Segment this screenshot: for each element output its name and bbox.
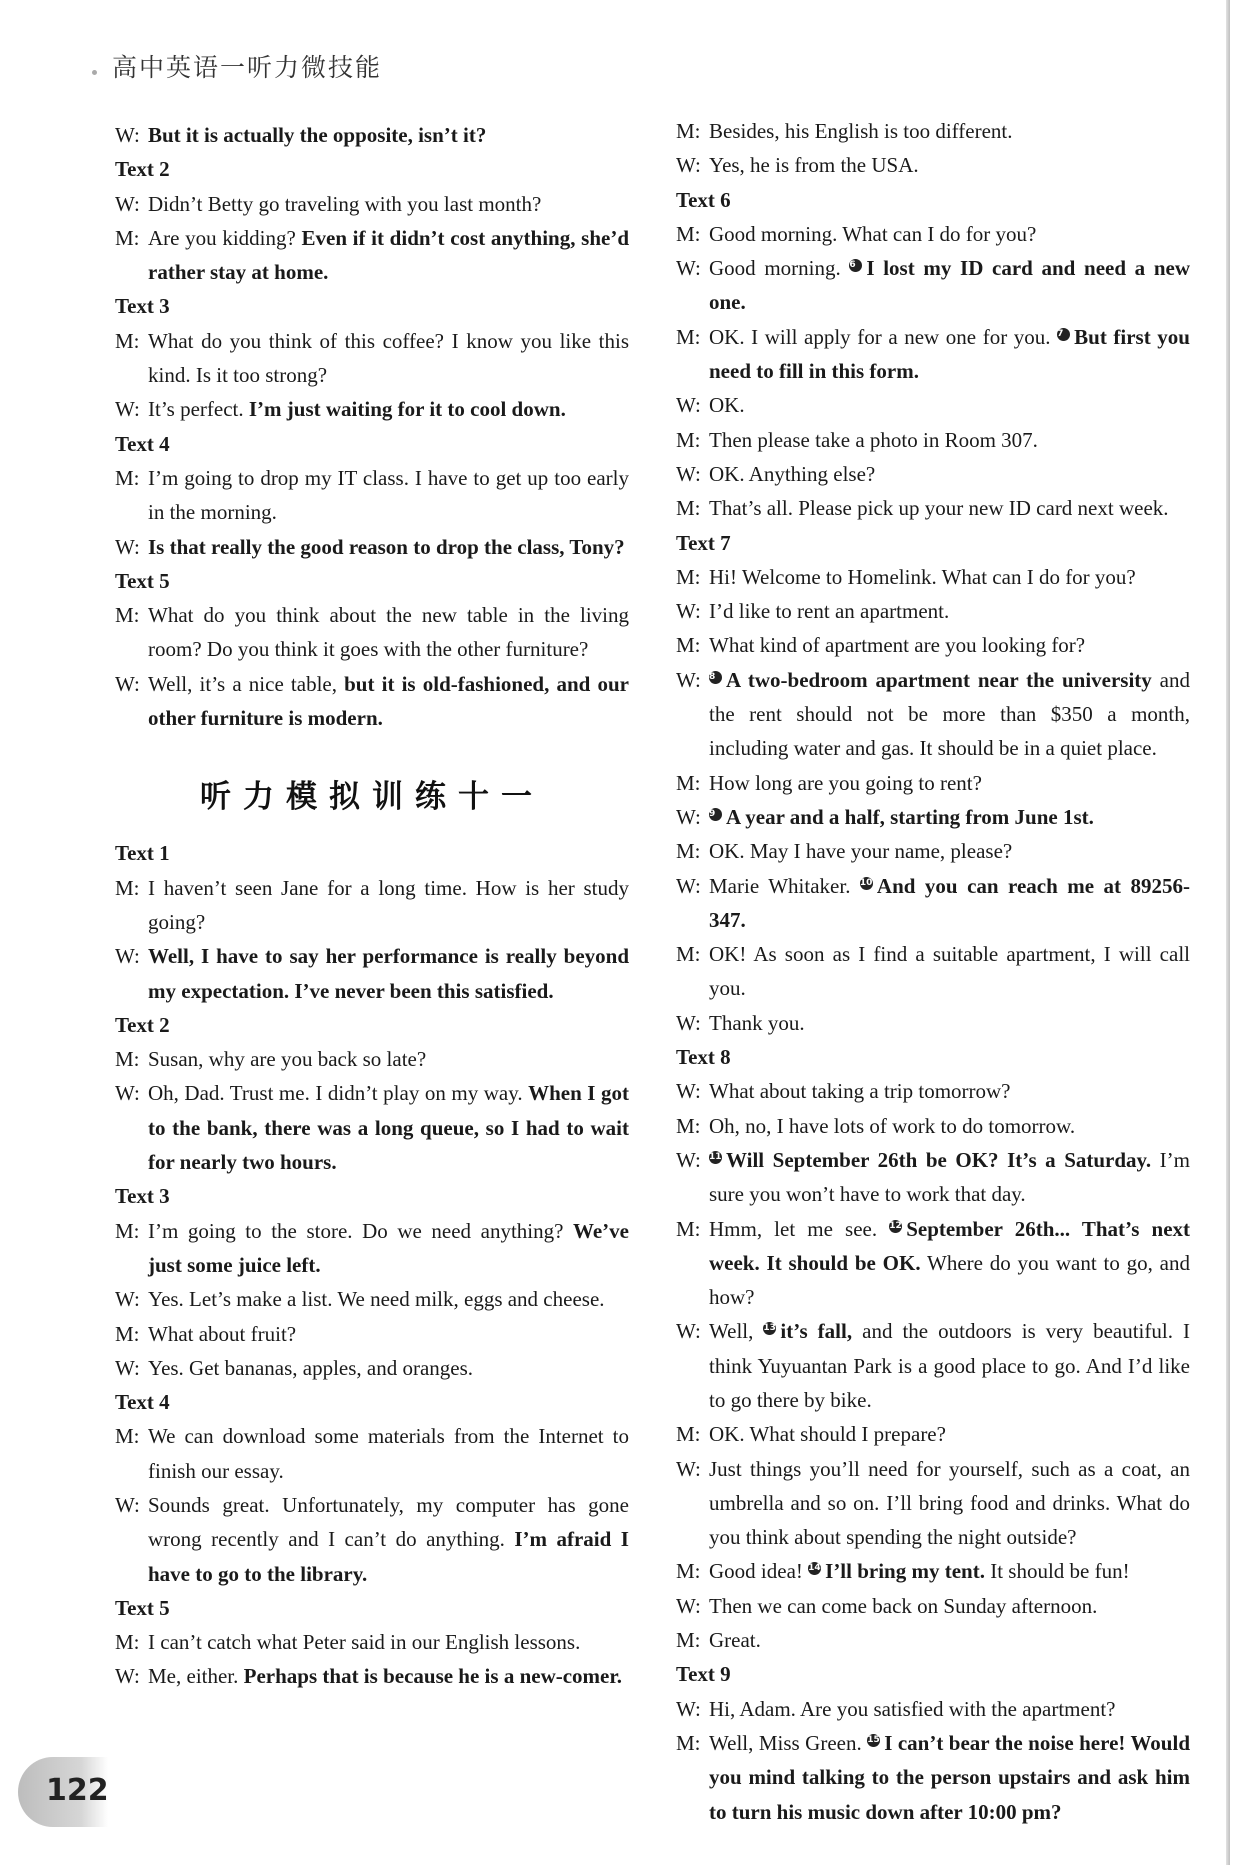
left-column: [115, 118, 629, 1694]
answer-marker-icon: 13: [763, 1323, 776, 1334]
answer-marker-icon: 12: [889, 1220, 902, 1231]
dialogue-line: [676, 937, 1190, 1006]
line-text: Didn’t Betty go traveling with you last month?: [148, 191, 542, 216]
right-column: [676, 114, 1190, 1829]
key-phrase: September 26th... That’s next week. It should be OK.: [709, 1216, 1191, 1275]
right-transcript: [676, 114, 1190, 1829]
dialogue-line: [676, 1143, 1190, 1212]
key-phrase: When I got to the bank, there was a long queue, so I had to wait for nearly two hours.: [148, 1081, 629, 1175]
line-text: We can download some materials from the Internet to finish our essay.: [148, 1424, 629, 1483]
key-phrase: I lost my ID card and need a new one.: [709, 256, 1190, 315]
speaker-label: M:: [676, 1730, 701, 1755]
speaker-label: M:: [115, 465, 140, 490]
dialogue-line: [115, 1659, 629, 1693]
line-text: Just things you’ll need for yourself, such as a coat, an umbrella and so on. I’ll bring food and drinks. What do you think about spending the night outside?: [709, 1456, 1190, 1550]
dialogue-line: [676, 491, 1190, 525]
answer-marker-icon: 8: [709, 671, 722, 684]
speaker-label: W:: [676, 873, 701, 898]
key-phrase: I’ll bring my tent.: [825, 1559, 985, 1584]
line-text: Me, either.: [148, 1664, 244, 1689]
line-text: What do you think of this coffee? I know you like this kind. Is it too strong?: [148, 328, 629, 388]
dialogue-line: [676, 1417, 1190, 1451]
speaker-label: W:: [115, 1287, 140, 1312]
dialogue-line: [676, 834, 1190, 868]
dialogue-line: [115, 667, 629, 736]
speaker-label: W:: [676, 667, 701, 692]
speaker-label: M:: [676, 839, 701, 864]
dialogue-line: [676, 766, 1190, 800]
dialogue-line: [676, 1726, 1190, 1829]
speaker-label: W:: [676, 1696, 701, 1721]
dialogue-line: [115, 392, 629, 426]
line-text: and the outdoors is very beautiful. I think Yuyuantan Park is a good place to go. And I’d like to go there by bike.: [709, 1319, 1190, 1412]
line-text: Oh, Dad. Trust me. I didn’t play on my way.: [148, 1081, 529, 1106]
dialogue-line: [676, 148, 1190, 182]
text-heading: Text 9: [676, 1662, 731, 1687]
speaker-label: W:: [115, 1355, 140, 1380]
key-phrase: I can’t bear the noise here! Would you mind talking to the person upstairs and ask him to turn his music down after 10:00 pm?: [709, 1730, 1190, 1824]
dialogue-line: [676, 320, 1190, 389]
dialogue-line: [115, 1282, 629, 1316]
answer-marker-icon: 9: [709, 808, 722, 821]
line-text: Then we can come back on Sunday afternoon.: [709, 1593, 1098, 1618]
text-heading: Text 4: [115, 1390, 170, 1415]
line-text: I’m going to drop my IT class. I have to get up too early in the morning.: [148, 465, 629, 525]
line-text: Susan, why are you back so late?: [148, 1047, 427, 1072]
dialogue-line: [676, 1006, 1190, 1040]
speaker-label: W:: [676, 599, 701, 624]
speaker-label: M:: [676, 633, 701, 658]
line-text: Hi! Welcome to Homelink. What can I do for you?: [709, 564, 1136, 589]
speaker-label: W:: [676, 1079, 701, 1104]
line-text: Besides, his English is too different.: [709, 119, 1013, 143]
dialogue-line: [115, 1042, 629, 1076]
speaker-label: W:: [115, 671, 140, 696]
speaker-label: W:: [676, 461, 701, 486]
line-text: Well, Miss Green.: [709, 1730, 868, 1755]
dialogue-line: [676, 560, 1190, 594]
speaker-label: W:: [676, 1456, 701, 1481]
speaker-label: M:: [676, 496, 701, 521]
line-text: Good morning.: [709, 256, 850, 281]
dialogue-line: [676, 1314, 1190, 1417]
speaker-label: W:: [115, 1081, 140, 1106]
dialogue-line: [115, 530, 629, 564]
speaker-label: W:: [115, 1492, 140, 1517]
speaker-label: M:: [676, 1628, 701, 1653]
answer-marker-icon: 15: [867, 1734, 880, 1745]
left-bottom-transcript: [115, 836, 629, 1693]
dialogue-line: [676, 800, 1190, 834]
dialogue-line: [115, 461, 629, 530]
dialogue-line: [115, 1317, 629, 1351]
text-heading: Text 8: [676, 1045, 731, 1070]
dialogue-line: [676, 114, 1190, 148]
dialogue-line: [115, 187, 629, 221]
answer-marker-icon: 11: [709, 1151, 722, 1162]
speaker-label: M:: [115, 225, 140, 250]
line-text: OK. I will apply for a new one for you.: [709, 324, 1058, 349]
speaker-label: M:: [115, 603, 140, 628]
line-text: Hmm, let me see.: [709, 1216, 890, 1241]
dialogue-line: [676, 1452, 1190, 1555]
key-phrase: Perhaps that is because he is a new-comer.: [243, 1664, 622, 1689]
line-text: Where do you want to go, and how?: [709, 1250, 1190, 1310]
section-title: 听力模拟训练十一: [200, 779, 544, 816]
dialogue-line: [115, 1351, 629, 1385]
key-phrase: We’ve just some juice left.: [148, 1218, 629, 1277]
dialogue-line: [676, 1554, 1190, 1588]
line-text: Yes, he is from the USA.: [709, 153, 919, 178]
line-text: I haven’t seen Jane for a long time. How is her study going?: [148, 875, 629, 934]
dialogue-line: [676, 1074, 1190, 1108]
speaker-label: W:: [676, 1319, 701, 1344]
key-phrase: A year and a half, starting from June 1st.: [726, 804, 1094, 829]
text-heading: Text 2: [115, 157, 170, 182]
line-text: I’m sure you won’t have to work that day.: [709, 1147, 1190, 1207]
key-phrase: But it is actually the opposite, isn’t it?: [148, 123, 487, 147]
dialogue-line: [115, 1076, 629, 1179]
speaker-label: W:: [676, 1010, 701, 1035]
key-phrase: A two-bedroom apartment near the university: [726, 667, 1152, 692]
dialogue-line: [676, 1589, 1190, 1623]
speaker-label: M:: [115, 328, 140, 353]
dialogue-line: [115, 118, 629, 152]
dialogue-line: [676, 251, 1190, 320]
line-text: How long are you going to rent?: [709, 770, 982, 795]
line-text: Marie Whitaker.: [709, 873, 860, 898]
key-phrase: it’s fall,: [780, 1319, 853, 1344]
line-text: What kind of apartment are you looking for?: [709, 633, 1086, 658]
text-heading: Text 5: [115, 1595, 170, 1620]
dialogue-line: [676, 594, 1190, 628]
key-phrase: I’m just waiting for it to cool down.: [248, 397, 566, 422]
speaker-label: M:: [115, 1630, 140, 1655]
line-text: OK. What should I prepare?: [709, 1422, 946, 1447]
text-heading: Text 7: [676, 530, 731, 555]
page-header: 高中英语一听力微技能: [112, 53, 383, 82]
dialogue-line: [676, 388, 1190, 422]
speaker-label: M:: [676, 942, 701, 967]
text-heading: Text 6: [676, 187, 731, 212]
speaker-label: M:: [676, 1559, 701, 1584]
key-phrase: but it is old-fashioned, and our other furniture is modern.: [148, 671, 629, 731]
speaker-label: M:: [115, 875, 140, 900]
speaker-label: M:: [115, 1218, 140, 1243]
key-phrase: But first you need to fill in this form.: [709, 324, 1190, 384]
line-text: What about taking a trip tomorrow?: [709, 1079, 1011, 1104]
line-text: What about fruit?: [148, 1321, 297, 1346]
dialogue-line: [676, 1623, 1190, 1657]
speaker-label: W:: [676, 153, 701, 178]
header-bullet: [92, 70, 97, 75]
speaker-label: M:: [115, 1321, 140, 1346]
dialogue-line: [676, 1109, 1190, 1143]
key-phrase: Will September 26th be OK? It’s a Saturday.: [726, 1147, 1152, 1172]
text-heading: Text 3: [115, 294, 170, 319]
line-text: Hi, Adam. Are you satisfied with the apartment?: [709, 1696, 1116, 1721]
dialogue-line: [115, 939, 629, 1008]
speaker-label: M:: [676, 1113, 701, 1138]
speaker-label: W:: [115, 944, 140, 969]
speaker-label: W:: [115, 123, 140, 147]
line-text: OK. May I have your name, please?: [709, 839, 1013, 864]
dialogue-line: [115, 1488, 629, 1591]
line-text: Are you kidding?: [148, 225, 302, 250]
line-text: Sounds great. Unfortunately, my computer has gone wrong recently and I can’t do anything.: [148, 1492, 629, 1552]
speaker-label: W:: [115, 1664, 140, 1689]
dialogue-line: [676, 217, 1190, 251]
speaker-label: W:: [676, 256, 701, 281]
speaker-label: M:: [676, 564, 701, 589]
text-heading: Text 5: [115, 568, 170, 593]
key-phrase: Even if it didn’t cost anything, she’d rather stay at home.: [148, 225, 629, 285]
text-heading: Text 1: [115, 841, 170, 866]
speaker-label: W:: [676, 393, 701, 418]
text-heading: Text 2: [115, 1012, 170, 1037]
dialogue-line: [676, 1212, 1190, 1315]
speaker-label: M:: [676, 427, 701, 452]
answer-marker-icon: 10: [859, 877, 873, 888]
dialogue-line: [115, 221, 629, 290]
line-text: Oh, no, I have lots of work to do tomorrow.: [709, 1113, 1076, 1138]
left-top-transcript: [115, 118, 629, 735]
line-text: Good morning. What can I do for you?: [709, 221, 1037, 246]
dialogue-line: [676, 628, 1190, 662]
dialogue-line: [676, 457, 1190, 491]
speaker-label: M:: [115, 1047, 140, 1072]
speaker-label: W:: [676, 804, 701, 829]
answer-marker-icon: 7: [1057, 328, 1070, 341]
text-heading: Text 4: [115, 431, 170, 456]
speaker-label: W:: [676, 1593, 701, 1618]
page-number: 122: [46, 1773, 109, 1808]
dialogue-line: [676, 869, 1190, 938]
dialogue-line: [115, 871, 629, 940]
key-phrase: And you can reach me at 89256-347.: [709, 873, 1190, 932]
dialogue-line: [115, 598, 629, 667]
key-phrase: Is that really the good reason to drop the class, Tony?: [148, 534, 625, 559]
line-text: and the rent should not be more than $350 a month, including water and gas. It should be in a quiet place.: [709, 667, 1190, 761]
speaker-label: M:: [676, 221, 701, 246]
line-text: Thank you.: [709, 1010, 805, 1035]
dialogue-line: [115, 1214, 629, 1283]
line-text: Great.: [709, 1628, 761, 1653]
speaker-label: M:: [676, 770, 701, 795]
page-edge-shadow: [1226, 0, 1230, 1865]
line-text: That’s all. Please pick up your new ID card next week.: [709, 496, 1169, 521]
line-text: Well,: [709, 1319, 764, 1344]
speaker-label: M:: [676, 1422, 701, 1447]
line-text: OK. Anything else?: [709, 461, 876, 486]
line-text: OK! As soon as I find a suitable apartment, I will call you.: [709, 942, 1190, 1001]
speaker-label: W:: [115, 397, 140, 422]
page-number-tab: [18, 1757, 108, 1827]
speaker-label: M:: [676, 119, 701, 143]
key-phrase: I’m afraid I have to go to the library.: [148, 1527, 629, 1586]
dialogue-line: [115, 1625, 629, 1659]
answer-marker-icon: 6: [849, 259, 862, 272]
speaker-label: M:: [676, 324, 701, 349]
line-text: Yes. Let’s make a list. We need milk, eggs and cheese.: [148, 1287, 605, 1312]
dialogue-line: [676, 663, 1190, 766]
answer-marker-icon: 14: [808, 1563, 821, 1574]
speaker-label: M:: [115, 1424, 140, 1449]
line-text: Good idea!: [709, 1559, 809, 1584]
dialogue-line: [115, 1419, 629, 1488]
text-heading: Text 3: [115, 1184, 170, 1209]
line-text: I can’t catch what Peter said in our English lessons.: [148, 1630, 581, 1655]
line-text: OK.: [709, 393, 745, 418]
key-phrase: Well, I have to say her performance is really beyond my expectation. I’ve never been this satisfied.: [148, 944, 629, 1003]
line-text: Yes. Get bananas, apples, and oranges.: [148, 1355, 474, 1380]
dialogue-line: [115, 324, 629, 393]
speaker-label: W:: [115, 534, 140, 559]
line-text: I’d like to rent an apartment.: [709, 599, 950, 624]
dialogue-line: [676, 1692, 1190, 1726]
speaker-label: W:: [115, 191, 140, 216]
line-text: It’s perfect.: [148, 397, 249, 422]
line-text: Well, it’s a nice table,: [148, 671, 345, 696]
line-text: It should be fun!: [984, 1559, 1130, 1584]
line-text: I’m going to the store. Do we need anything?: [148, 1218, 574, 1243]
dialogue-line: [676, 423, 1190, 457]
line-text: Then please take a photo in Room 307.: [709, 427, 1038, 452]
speaker-label: M:: [676, 1216, 701, 1241]
line-text: What do you think about the new table in the living room? Do you think it goes with the other furniture?: [148, 603, 629, 662]
speaker-label: W:: [676, 1147, 701, 1172]
